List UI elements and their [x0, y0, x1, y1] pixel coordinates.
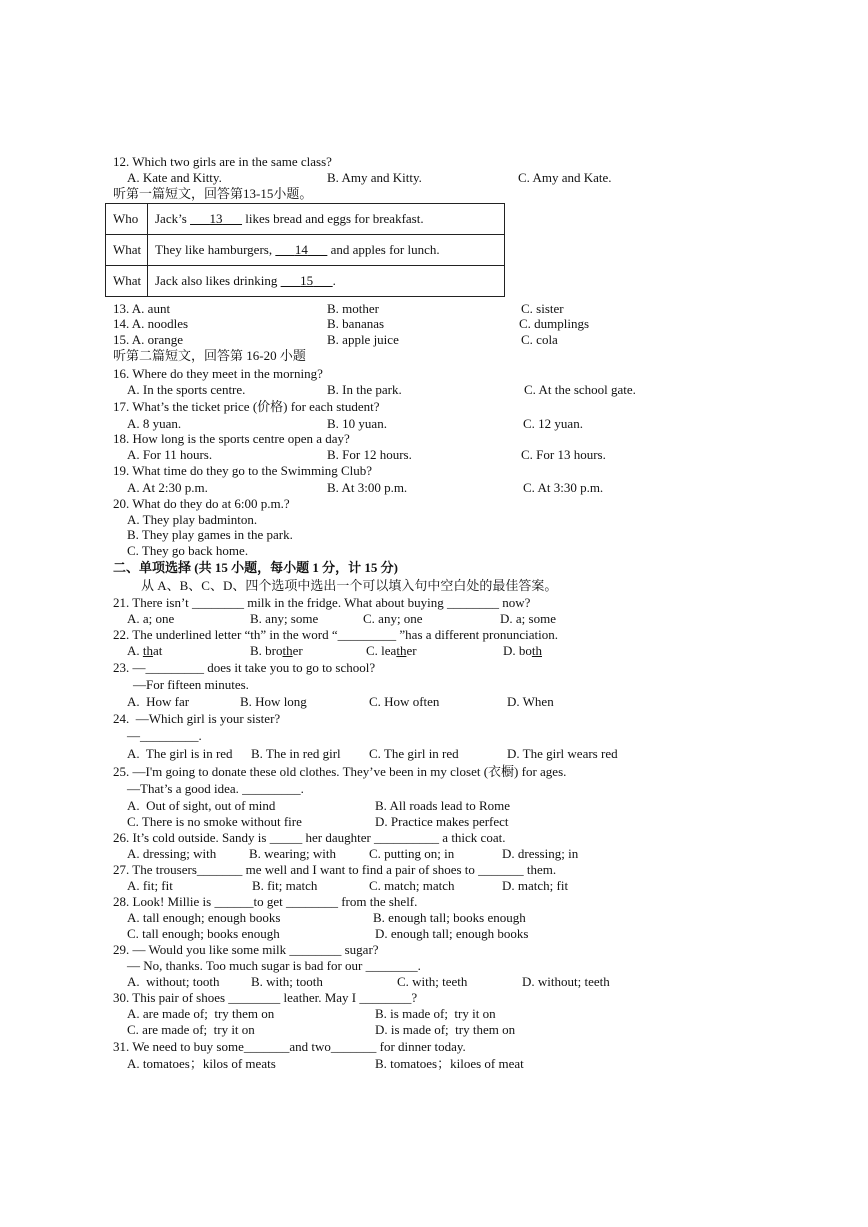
option-26d: D. dressing; in	[502, 846, 579, 861]
option-31b: B. tomatoes；kiloes of meat	[375, 1056, 524, 1071]
section2-instruction: 从 A、B、C、D、四个选项中选出一个可以填入句中空白处的最佳答案。	[141, 578, 558, 593]
option-20b: B. They play games in the park.	[127, 527, 293, 542]
question-18: 18. How long is the sports centre open a day?	[113, 431, 350, 446]
option-25a: A. Out of sight, out of mind	[127, 798, 276, 813]
fill-in-table	[105, 203, 505, 297]
cell-text: .	[332, 273, 336, 288]
option-20c: C. They go back home.	[127, 543, 249, 558]
cell-text: and apples for lunch.	[327, 242, 440, 257]
option-17a: A. 8 yuan.	[127, 416, 182, 431]
option-17c: C. 12 yuan.	[523, 416, 583, 431]
table-key: Who	[106, 204, 148, 235]
option-text: at	[153, 643, 163, 658]
option-text: er	[292, 643, 303, 658]
option-25b: B. All roads lead to Rome	[375, 798, 511, 813]
response-25: —That’s a good idea. _________.	[127, 781, 304, 796]
option-17b: B. 10 yuan.	[327, 416, 387, 431]
option-29a: A. without; tooth	[127, 974, 220, 989]
underlined-letters: th	[531, 643, 543, 658]
option-28d: D. enough tall; enough books	[375, 926, 529, 941]
question-28: 28. Look! Millie is ______to get ________ from the shelf.	[113, 894, 418, 909]
option-24b: B. The in red girl	[251, 746, 341, 761]
option-text: D. bo	[503, 643, 532, 658]
blank-number: 15	[300, 273, 314, 288]
option-28a: A. tall enough; enough books	[127, 910, 281, 925]
option-16b: B. In the park.	[327, 382, 402, 397]
blank-14	[275, 242, 327, 257]
table-row	[106, 266, 505, 297]
option-text: er	[406, 643, 417, 658]
question-19: 19. What time do they go to the Swimming Club?	[113, 463, 373, 478]
option-24a: A. The girl is in red	[127, 746, 233, 761]
option-29b: B. with; tooth	[251, 974, 323, 989]
option-16c: C. At the school gate.	[524, 382, 636, 397]
option-20a: A. They play badminton.	[127, 512, 258, 527]
passage1-instruction: 听第一篇短文，回答第13-15小题。	[113, 186, 313, 201]
option-21b: B. any; some	[250, 611, 319, 626]
option-31a: A. tomatoes；kilos of meats	[127, 1056, 276, 1071]
option-text: C. lea	[366, 643, 397, 658]
option-12c: C. Amy and Kate.	[518, 170, 612, 185]
option-22a	[127, 643, 162, 659]
option-21d: D. a; some	[500, 611, 556, 626]
option-23d: D. When	[507, 694, 554, 709]
option-21a: A. a; one	[127, 611, 175, 626]
question-20: 20. What do they do at 6:00 p.m.?	[113, 496, 290, 511]
question-22: 22. The underlined letter “th” in the word “_________ ”has a different pronunciation.	[113, 627, 558, 642]
question-25: 25. —I'm going to donate these old clothes. They’ve been in my closet (衣橱) for ages.	[113, 764, 567, 779]
option-16a: A. In the sports centre.	[127, 382, 246, 397]
response-23: —For fifteen minutes.	[133, 677, 249, 692]
question-27: 27. The trousers_______ me well and I want to find a pair of shoes to _______ them.	[113, 862, 557, 877]
option-12b: B. Amy and Kitty.	[327, 170, 422, 185]
table-row	[106, 204, 505, 235]
option-12a: A. Kate and Kitty.	[127, 170, 222, 185]
blank-13	[190, 211, 242, 226]
option-23c: C. How often	[369, 694, 440, 709]
option-18a: A. For 11 hours.	[127, 447, 213, 462]
option-25d: D. Practice makes perfect	[375, 814, 509, 829]
response-24: —_________.	[127, 728, 202, 743]
option-13c: C. sister	[521, 301, 564, 316]
table-key: What	[106, 266, 148, 297]
option-15a: 15. A. orange	[113, 332, 184, 347]
option-26c: C. putting on; in	[369, 846, 455, 861]
table-cell	[148, 266, 505, 297]
option-18b: B. For 12 hours.	[327, 447, 412, 462]
question-16: 16. Where do they meet in the morning?	[113, 366, 323, 381]
option-29d: D. without; teeth	[522, 974, 610, 989]
option-24c: C. The girl in red	[369, 746, 459, 761]
option-23a: A. How far	[127, 694, 190, 709]
blank-number: 13	[209, 211, 223, 226]
blank-15	[281, 273, 333, 288]
option-28c: C. tall enough; books enough	[127, 926, 280, 941]
response-29: — No, thanks. Too much sugar is bad for our ________.	[127, 958, 421, 973]
option-text: B. bro	[250, 643, 283, 658]
question-12: 12. Which two girls are in the same class?	[113, 154, 332, 169]
passage2-instruction: 听第二篇短文，回答第 16-20 小题	[113, 348, 306, 363]
blank-number: 14	[294, 242, 308, 257]
option-30d: D. is made of; try them on	[375, 1022, 516, 1037]
option-27d: D. match; fit	[502, 878, 569, 893]
cell-text: Jack also likes drinking	[155, 273, 281, 288]
option-30c: C. are made of; try it on	[127, 1022, 255, 1037]
option-27a: A. fit; fit	[127, 878, 173, 893]
underlined-letters: th	[282, 643, 293, 658]
option-22b	[250, 643, 303, 659]
option-24d: D. The girl wears red	[507, 746, 618, 761]
question-31: 31. We need to buy some_______and two_______ for dinner today.	[113, 1039, 466, 1054]
option-22c	[366, 643, 417, 659]
option-15c: C. cola	[521, 332, 558, 347]
table-cell	[148, 235, 505, 266]
option-22d	[503, 643, 542, 659]
option-19c: C. At 3:30 p.m.	[523, 480, 604, 495]
table-row	[106, 235, 505, 266]
option-14a: 14. A. noodles	[113, 316, 189, 331]
option-13a: 13. A. aunt	[113, 301, 171, 316]
option-15b: B. apple juice	[327, 332, 399, 347]
cell-text: They like hamburgers,	[155, 242, 276, 257]
question-24: 24. —Which girl is your sister?	[113, 711, 281, 726]
table-cell	[148, 204, 505, 235]
option-27c: C. match; match	[369, 878, 455, 893]
section2-title: 二、单项选择 (共 15 小题，每小题 1 分，计 15 分)	[113, 560, 398, 575]
table-key: What	[106, 235, 148, 266]
option-30b: B. is made of; try it on	[375, 1006, 496, 1021]
option-19a: A. At 2:30 p.m.	[127, 480, 208, 495]
option-25c: C. There is no smoke without fire	[127, 814, 302, 829]
option-text: A.	[127, 643, 143, 658]
underlined-letters: th	[396, 643, 407, 658]
option-28b: B. enough tall; books enough	[373, 910, 526, 925]
option-27b: B. fit; match	[252, 878, 318, 893]
option-26b: B. wearing; with	[249, 846, 337, 861]
option-29c: C. with; teeth	[397, 974, 468, 989]
question-26: 26. It’s cold outside. Sandy is _____ her daughter __________ a thick coat.	[113, 830, 506, 845]
question-29: 29. — Would you like some milk ________ sugar?	[113, 942, 379, 957]
question-21: 21. There isn’t ________ milk in the fridge. What about buying ________ now?	[113, 595, 531, 610]
option-19b: B. At 3:00 p.m.	[327, 480, 408, 495]
option-13b: B. mother	[327, 301, 379, 316]
question-23: 23. —_________ does it take you to go to school?	[113, 660, 376, 675]
question-30: 30. This pair of shoes ________ leather. May I ________?	[113, 990, 418, 1005]
cell-text: likes bread and eggs for breakfast.	[242, 211, 424, 226]
question-17: 17. What’s the ticket price (价格) for each student?	[113, 399, 380, 414]
option-23b: B. How long	[240, 694, 307, 709]
option-18c: C. For 13 hours.	[521, 447, 606, 462]
option-14b: B. bananas	[327, 316, 385, 331]
option-21c: C. any; one	[363, 611, 423, 626]
option-26a: A. dressing; with	[127, 846, 217, 861]
underlined-letters: th	[142, 643, 154, 658]
option-14c: C. dumplings	[519, 316, 590, 331]
option-30a: A. are made of; try them on	[127, 1006, 275, 1021]
cell-text: Jack’s	[155, 211, 191, 226]
